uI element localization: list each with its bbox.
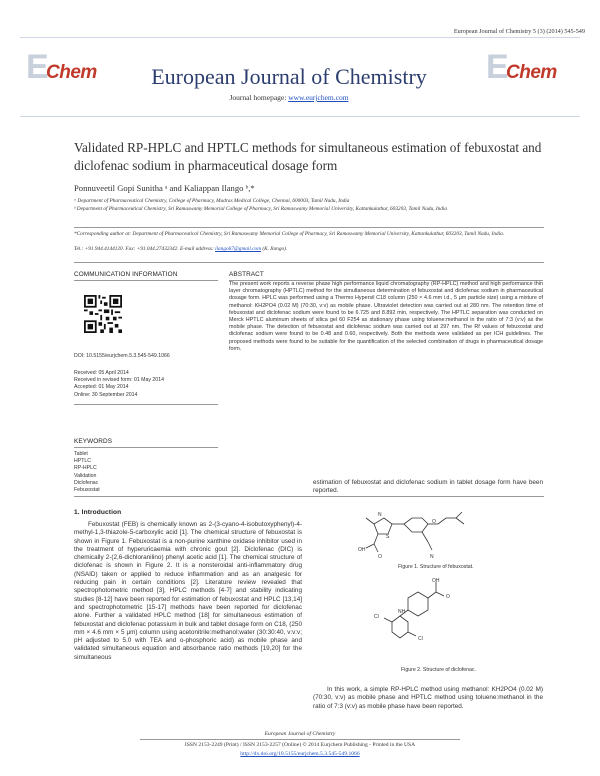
communication-info-heading: COMMUNICATION INFORMATION (74, 271, 178, 278)
divider (74, 447, 218, 448)
divider (74, 227, 544, 228)
email-link[interactable]: ilango67@gmail.com (215, 246, 262, 252)
corresponding-author: *Corresponding author at: Department of Pharmaceutical Chemistry, Sri Ramaswamy Memorial College of Pharmacy, Sri Ramaswamy Memorial University, Kattankulathur, 603203, Tamil Nadu, India. (74, 231, 505, 237)
atom-label: Cl (374, 614, 379, 620)
divider (140, 739, 460, 740)
journal-title: European Journal of Chemistry (151, 64, 427, 89)
logo-e-glyph: E (486, 48, 509, 86)
footer-issn: ISSN 2153-2249 (Print) / ISSN 2153-2257 (Online) © 2014 Eurjchem Publishing - Printed in the USA (184, 742, 416, 748)
diclofenac-structure (368, 578, 478, 650)
intro-right-bottom: In this work, a simple RP-HPLC method using methanol: KH2PO4 (0.02 M) (70:30, v:v) as mobile phase and HPTLC method using toluene:methanol in the ratio of 7:3 (v:v) as mobile phase have been reported. (313, 686, 543, 710)
atom-label: Cl (418, 636, 423, 642)
keyword-item: Validation (74, 472, 97, 479)
article-history (74, 370, 164, 399)
atom-label: O (446, 594, 450, 600)
accepted-date: Accepted: 01 May 2014 (74, 384, 129, 391)
atom-label: S (386, 534, 390, 540)
running-head: European Journal of Chemistry 5 (3) (2014) 545-549 (453, 28, 585, 35)
atom-label: OH (358, 547, 366, 553)
atom-label: O (378, 554, 382, 560)
keyword-item: HPTLC (74, 458, 92, 465)
revised-date: Received in revised form: 01 May 2014 (74, 377, 164, 384)
abstract-text: The present work reports a reverse phase high performance liquid chromatography (RP-HPLC) method and high performance thin layer chromatography (HPTLC) method for the simultaneous determination of febuxostat and diclofenac sodium in pharmaceutical dosage form. HPLC was performed using a Thermo Hypersil C18 column (250 × 4.6 mm i.d., 5 μm particle size) using a mixture of methanol: KH2PO4 (0.02 M) (70:30, v:v) as mobile phase. Ultraviolet detection was carried out at 280 nm. The retention time of febuxostat and diclofenac sodium were found to be 6.725 and 8.892 min, respectively. The HPTLC separation was conducted on Merck HPTLC aluminum sheets of silica gel 60 F254 as stationary phase using toluene:methanol in the ratio of 7:3 (v:v) as the mobile phase. The detection of febuxostat and diclofenac sodium was carried out at 297 nm. The Rf values of febuxostat and diclofenac sodium were found to be 0.48 and 0.60, respectively. Both the methods were validated as per ICH guidelines. The proposed methods were found to be suitable for the quantification of the selected combination of drugs in pharmaceutical dosage form. (229, 281, 543, 352)
atom-label: O (432, 519, 436, 525)
homepage-label: Journal homepage: (229, 93, 289, 102)
intro-right-top: estimation of febuxostat and diclofenac sodium in tablet dosage form have been reported. (313, 479, 543, 495)
atom-label: NH (398, 609, 406, 615)
figure1-caption: Figure 1. Structure of febuxostat. (398, 564, 474, 570)
journal-logo-left (24, 48, 96, 100)
atom-label: N (430, 554, 434, 560)
atom-label: OH (432, 578, 440, 584)
keywords-heading: KEYWORDS (74, 438, 113, 445)
author-list: Ponnuveetil Gopi Sunitha ᵃ and Kaliappan Ilango ᵇ,* (74, 183, 255, 193)
article-title: Validated RP-HPLC and HPTLC methods for simultaneous estimation of febuxostat and diclofenac sodium in pharmaceutical dosage form (74, 140, 542, 173)
email-suffix: (K. Ilango). (261, 246, 288, 252)
keyword-item: RP-HPLC (74, 465, 97, 472)
contact-text: Tel.: +91.944.4144120. Fax: +91.044.27432342. E-mail address: (74, 246, 216, 252)
intro-left-column: Febuxostat (FEB) is chemically known as 2-(3-cyano-4-isobutoxyphenyl)-4-methyl-1,3-thiazole-5-carboxylic acid [1]. The chemical structure of febuxostat is shown in Figure 1. Febuxostat is a non-purine xanthine oxidase inhibitor used in the treatment of hyperuricaemia with chronic gout [2]. Diclofenac (DIC) is chemically 2-(2,6-dichloranilino) phenyl acetic acid [1]. The chemical structure of diclofenac is shown in Figure 2. It is a nonsteroidal anti-inflammatory drug (NSAID) taken or applied to reduce inflammation and as an analgesic for reducing pain in certain conditions [2]. Literature review revealed that spectrophotometric method [3], HPLC methods [4-7] and stability indicating studies [8-12] have been reported for estimation of febuxostat and HPLC [13,14] and spectrophotometric [15-17] methods have been reported for diclofenac alone. Further a validated HPLC method [18] for simultaneous estimation of febuxostat and diclofenac potassium in bulk and tablet dosage form on C18, (250 mm × 4.6 mm × 5 μm) column using acetonitrile:methanol:water (30:30:40, v:v:v; pH adjusted to 5.0 with TEA and o-phosphoric acid) as mobile phase and validated simultaneous equation and absorbance ratio methods [19,20] for the simultaneous (74, 521, 302, 661)
affiliation-a: ᵃ Department of Pharmaceutical Chemistry, College of Pharmacy, Madras Medical College, Chennai, 600003, Tamil Nadu, India (74, 198, 350, 204)
abstract-heading: ABSTRACT (229, 271, 264, 278)
affiliation-b: ᵇ Department of Pharmaceutical Chemistry, Sri Ramaswamy Memorial College of Pharmacy, Sri Ramaswamy Memorial University, Kattankulathur, 603203, Tamil Nadu, India (74, 206, 448, 212)
logo-text-left: Chem (46, 62, 97, 83)
logo-e-glyph: E (26, 48, 49, 86)
homepage-link[interactable]: www.eurjchem.com (288, 93, 349, 102)
journal-homepage (104, 93, 474, 102)
keyword-list (74, 451, 100, 494)
divider (74, 404, 218, 405)
keyword-item: Tablet (74, 451, 88, 457)
received-date: Received: 05 April 2014 (74, 370, 129, 376)
contact-line (74, 246, 544, 253)
divider (74, 280, 218, 281)
divider (74, 496, 544, 497)
footer-doi (0, 751, 600, 757)
journal-logo-right (484, 48, 556, 100)
qr-code-icon (84, 295, 122, 333)
footer-doi-link[interactable]: http://dx.doi.org/10.5155/eurjchem.5.3.545-549.1066 (240, 751, 360, 757)
logo-text-right: Chem (506, 62, 557, 83)
keyword-item: Febuxostat (74, 487, 100, 494)
doi: DOI: 10.5155/eurjchem.5.3.545-549.1066 (74, 353, 170, 359)
febuxostat-structure (352, 502, 502, 562)
keyword-item: Diclofenac (74, 479, 99, 486)
online-date: Online: 30 September 2014 (74, 391, 138, 398)
footer-journal: European Journal of Chemistry (264, 731, 336, 737)
divider (74, 262, 544, 263)
atom-label: N (378, 512, 382, 518)
figure2-caption: Figure 2. Structure of diclofenac. (401, 667, 476, 673)
introduction-heading: 1. Introduction (74, 509, 122, 516)
